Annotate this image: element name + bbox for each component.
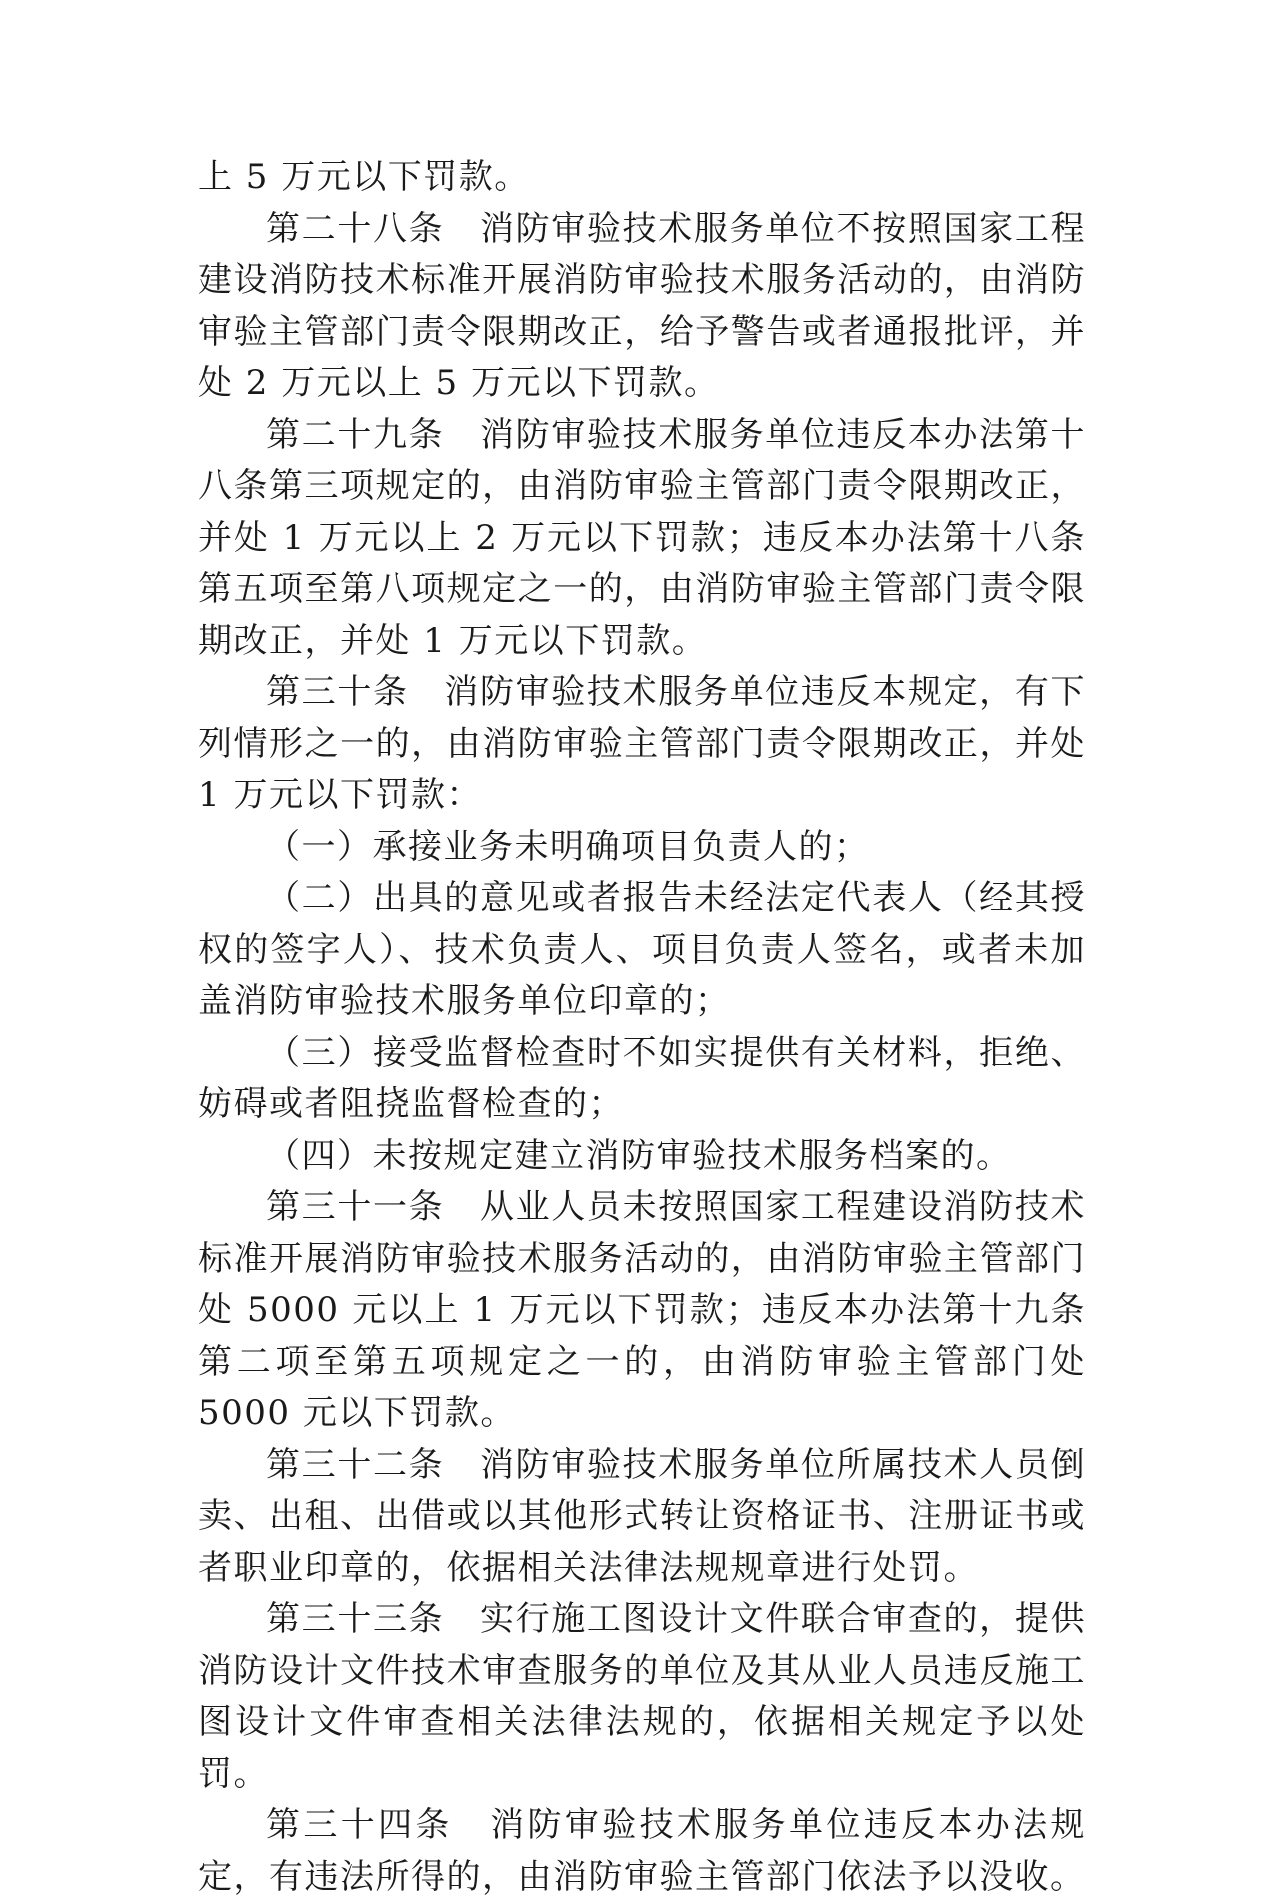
document-body bbox=[198, 152, 1086, 1903]
article-34: 第三十四条 消防审验技术服务单位违反本办法规定，有违法所得的，由消防审验主管部门依法予以没收。 bbox=[198, 1805, 1086, 1897]
article-31: 第三十一条 从业人员未按照国家工程建设消防技术标准开展消防审验技术服务活动的，由消防审验主管部门处 5000 元以上 1 万元以下罚款；违反本办法第十九条第二项至第五项规定之一的，由消防审验主管部门处 5000 元以下罚款。 bbox=[198, 1187, 1086, 1433]
article-30-item-4: （四）未按规定建立消防审验技术服务档案的。 bbox=[266, 1135, 1012, 1176]
article-33: 第三十三条 实行施工图设计文件联合审查的，提供消防设计文件技术审查服务的单位及其从业人员违反施工图设计文件审查相关法律法规的，依据相关规定予以处罚。 bbox=[198, 1599, 1086, 1794]
article-29: 第二十九条 消防审验技术服务单位违反本办法第十八条第三项规定的，由消防审验主管部门责令限期改正，并处 1 万元以上 2 万元以下罚款；违反本办法第十八条第五项至第八项规定之一的，由消防审验主管部门责令限期改正，并处 1 万元以下罚款。 bbox=[198, 414, 1086, 661]
article-30-item-1: （一）承接业务未明确项目负责人的； bbox=[266, 826, 870, 867]
article-30-item-2: （二）出具的意见或者报告未经法定代表人（经其授权的签字人）、技术负责人、项目负责人签名，或者未加盖消防审验技术服务单位印章的； bbox=[198, 878, 1086, 1021]
article-28: 第二十八条 消防审验技术服务单位不按照国家工程建设消防技术标准开展消防审验技术服务活动的，由消防审验主管部门责令限期改正，给予警告或者通报批评，并处 2 万元以上 5 万元以下罚款。 bbox=[198, 208, 1086, 403]
paragraph-continuation: 上 5 万元以下罚款。 bbox=[198, 157, 530, 197]
article-30-item-3: （三）接受监督检查时不如实提供有关材料，拒绝、妨碍或者阻挠监督检查的； bbox=[198, 1032, 1086, 1124]
article-32: 第三十二条 消防审验技术服务单位所属技术人员倒卖、出租、出借或以其他形式转让资格证书、注册证书或者职业印章的，依据相关法律法规规章进行处罚。 bbox=[198, 1444, 1086, 1588]
article-30: 第三十条 消防审验技术服务单位违反本规定，有下列情形之一的，由消防审验主管部门责令限期改正，并处 1 万元以下罚款： bbox=[198, 672, 1086, 815]
